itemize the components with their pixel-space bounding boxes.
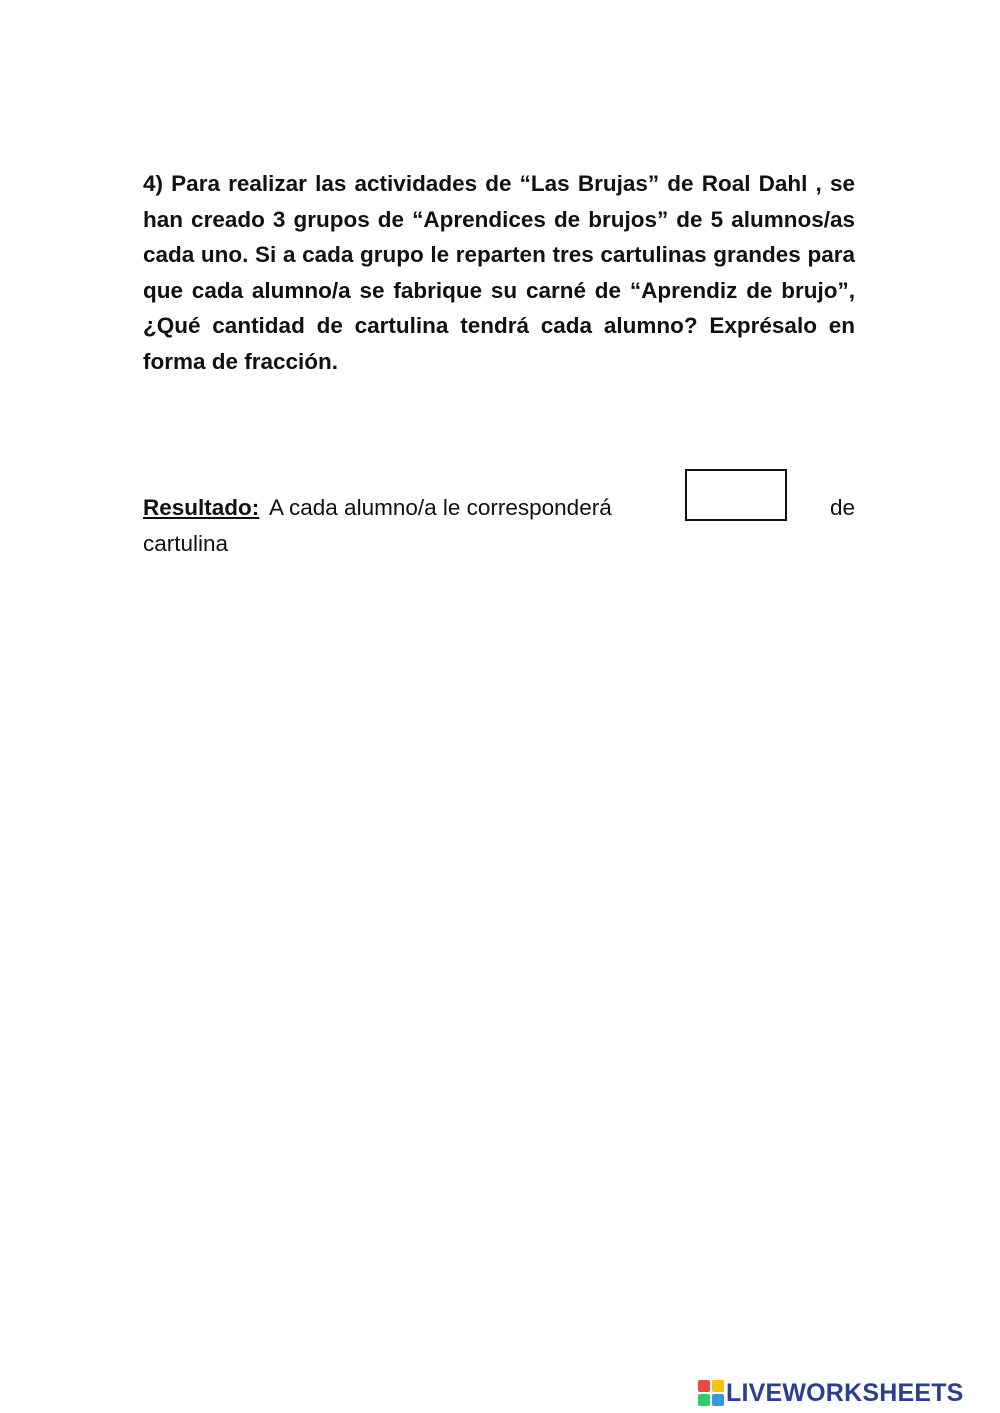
- result-text-line2: cartulina: [143, 531, 229, 556]
- logo-square-yellow: [712, 1380, 724, 1392]
- logo-square-green: [698, 1394, 710, 1406]
- brand-text: LIVEWORKSHEETS: [726, 1379, 964, 1407]
- result-line: [143, 490, 855, 526]
- result-text-before: A cada alumno/a le corresponderá: [269, 495, 612, 520]
- liveworksheets-logo-icon: [698, 1380, 724, 1406]
- liveworksheets-brand: [698, 1380, 964, 1406]
- result-text-after: de: [829, 495, 855, 520]
- logo-square-red: [698, 1380, 710, 1392]
- answer-input-box[interactable]: [685, 469, 787, 521]
- result-label: Resultado:: [143, 495, 260, 520]
- question-text: 4) Para realizar las actividades de “Las Brujas” de Roal Dahl , se han creado 3 grupos de “Aprendices de brujos” de 5 alumnos/as cada uno. Si a cada grupo le reparten tres cartulinas grandes para que cada alumno/a se fabrique su carné de “Aprendiz de brujo”, ¿Qué cantidad de cartulina tendrá cada alumno? Exprésalo en forma de fracción.: [143, 171, 855, 374]
- logo-square-blue: [712, 1394, 724, 1406]
